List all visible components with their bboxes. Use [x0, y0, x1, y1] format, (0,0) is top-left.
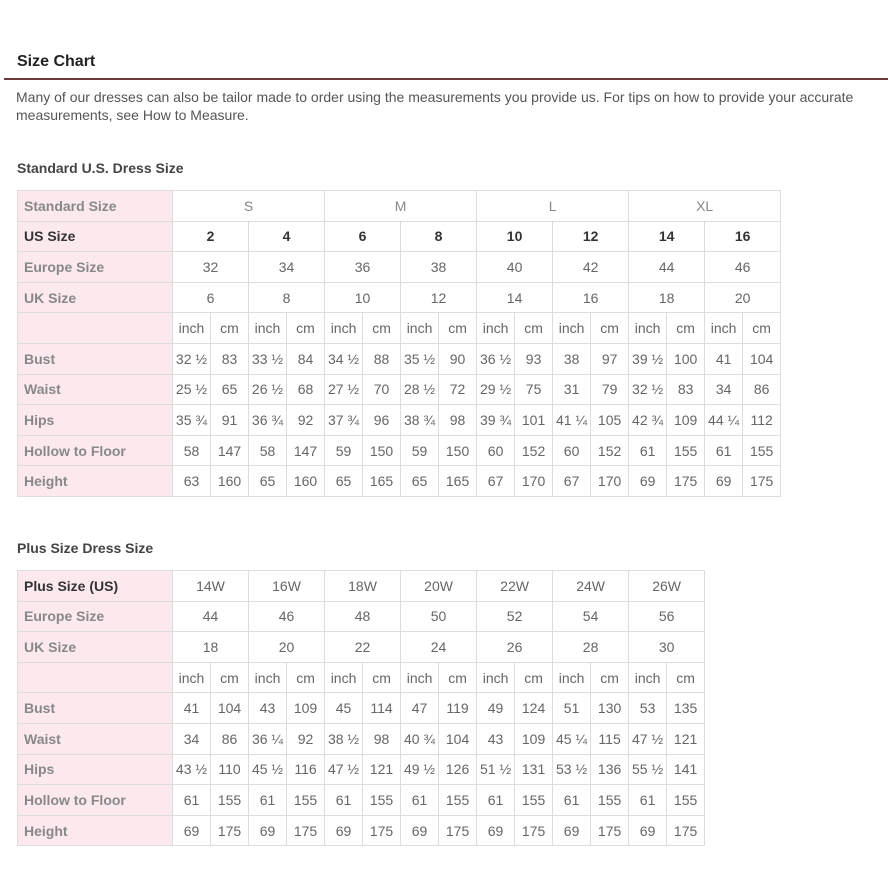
table-cell: 175 [287, 815, 325, 846]
table-cell: 165 [439, 466, 477, 497]
table-cell: 61 [401, 785, 439, 816]
table-cell: 47 [401, 693, 439, 724]
table-cell: 110 [211, 754, 249, 785]
table-cell: 39 ¾ [477, 405, 515, 436]
table-cell: 86 [743, 374, 781, 405]
table-cell: 65 [401, 466, 439, 497]
table-cell: 175 [439, 815, 477, 846]
table-cell: inch [553, 662, 591, 693]
table-cell: 155 [211, 785, 249, 816]
table-cell: 59 [325, 435, 363, 466]
table-cell: 34 [173, 723, 211, 754]
table-row [18, 815, 705, 846]
table-cell: 45 ¼ [553, 723, 591, 754]
header-row [18, 191, 781, 222]
row-label: Hips [18, 754, 173, 785]
row-label: Plus Size (US) [18, 571, 173, 602]
table-cell: inch [249, 662, 287, 693]
table-cell: 68 [287, 374, 325, 405]
table-cell: 83 [667, 374, 705, 405]
table-cell: 26W [629, 571, 705, 602]
table-cell: 150 [363, 435, 401, 466]
table-cell: inch [477, 313, 515, 344]
header-row [18, 252, 781, 283]
table-cell: 155 [439, 785, 477, 816]
table-cell: 126 [439, 754, 477, 785]
table-cell: 35 ¾ [173, 405, 211, 436]
table-cell: 47 ½ [629, 723, 667, 754]
table-cell: inch [249, 313, 287, 344]
table-cell: 100 [667, 343, 705, 374]
table-cell: 2 [173, 221, 249, 252]
table-cell: 109 [667, 405, 705, 436]
table-cell: 10 [477, 221, 553, 252]
table-cell: inch [629, 662, 667, 693]
table-cell: 98 [439, 405, 477, 436]
table-cell: 51 ½ [477, 754, 515, 785]
table-cell: 49 ½ [401, 754, 439, 785]
table-cell: 20 [705, 282, 781, 313]
table-cell: 175 [363, 815, 401, 846]
table-cell: 88 [363, 343, 401, 374]
table-cell: 42 [553, 252, 629, 283]
table-cell: inch [553, 313, 591, 344]
table-cell: 69 [401, 815, 439, 846]
table-cell: 175 [743, 466, 781, 497]
table-cell: 155 [591, 785, 629, 816]
table-cell: inch [325, 313, 363, 344]
table-cell: cm [667, 662, 705, 693]
table-cell: 147 [211, 435, 249, 466]
row-label: UK Size [18, 282, 173, 313]
table-cell: 61 [173, 785, 211, 816]
row-label: Waist [18, 723, 173, 754]
table-cell: cm [363, 662, 401, 693]
table-cell: L [477, 191, 629, 222]
table-cell: S [173, 191, 325, 222]
table-cell: 16W [249, 571, 325, 602]
table-cell: 6 [325, 221, 401, 252]
table-cell: 175 [515, 815, 553, 846]
table-cell: 56 [629, 601, 705, 632]
table-cell: 175 [667, 466, 705, 497]
table-cell: inch [325, 662, 363, 693]
table-cell: 155 [743, 435, 781, 466]
table-cell: 42 ¾ [629, 405, 667, 436]
table-cell: cm [287, 313, 325, 344]
table-cell: cm [287, 662, 325, 693]
table-cell: 175 [211, 815, 249, 846]
table-cell: 39 ½ [629, 343, 667, 374]
table-cell: 10 [325, 282, 401, 313]
table-cell: 55 ½ [629, 754, 667, 785]
table-cell: 61 [629, 435, 667, 466]
table-cell: 34 [249, 252, 325, 283]
table-cell: 104 [743, 343, 781, 374]
table-cell: cm [667, 313, 705, 344]
table-cell: 69 [629, 466, 667, 497]
table-cell: 53 [629, 693, 667, 724]
table-cell: 65 [211, 374, 249, 405]
table-cell: 18 [173, 632, 249, 663]
table-cell: 63 [173, 466, 211, 497]
table-cell: 45 ½ [249, 754, 287, 785]
table-cell: 175 [591, 815, 629, 846]
row-label: Europe Size [18, 601, 173, 632]
row-label: Waist [18, 374, 173, 405]
table-cell: 160 [211, 466, 249, 497]
plus-size-table [17, 570, 705, 846]
table-cell: 65 [249, 466, 287, 497]
table-cell: 155 [667, 785, 705, 816]
table-cell: 124 [515, 693, 553, 724]
table-cell: 46 [705, 252, 781, 283]
table-cell: 61 [477, 785, 515, 816]
header-row [18, 282, 781, 313]
table-cell: 24 [401, 632, 477, 663]
table-cell: 18W [325, 571, 401, 602]
table-cell: 38 ¾ [401, 405, 439, 436]
table-cell: cm [515, 662, 553, 693]
table-cell: 44 [173, 601, 249, 632]
table-cell: cm [439, 662, 477, 693]
row-label: Europe Size [18, 252, 173, 283]
table-cell: 33 ½ [249, 343, 287, 374]
table-row [18, 785, 705, 816]
table-cell: 61 [249, 785, 287, 816]
table-row [18, 754, 705, 785]
table-cell: 6 [173, 282, 249, 313]
table-cell: 116 [287, 754, 325, 785]
table-cell: 16 [553, 282, 629, 313]
table-cell: inch [173, 662, 211, 693]
table-cell: 155 [667, 435, 705, 466]
table-cell: cm [591, 662, 629, 693]
table-cell: 98 [363, 723, 401, 754]
table-cell: 67 [553, 466, 591, 497]
table-row [18, 405, 781, 436]
table-cell: cm [743, 313, 781, 344]
table-cell: 34 ½ [325, 343, 363, 374]
title-divider [4, 78, 888, 80]
table-cell: 65 [325, 466, 363, 497]
row-label: Hollow to Floor [18, 785, 173, 816]
table-cell: 43 [249, 693, 287, 724]
table-row [18, 466, 781, 497]
table-cell: 170 [515, 466, 553, 497]
table-cell: 26 ½ [249, 374, 287, 405]
table-cell: 27 ½ [325, 374, 363, 405]
header-row [18, 601, 705, 632]
table-cell: 86 [211, 723, 249, 754]
table-cell: 69 [629, 815, 667, 846]
table-cell: 70 [363, 374, 401, 405]
table-cell: cm [363, 313, 401, 344]
table-row [18, 723, 705, 754]
table-cell: 36 ¾ [249, 405, 287, 436]
standard-size-heading: Standard U.S. Dress Size [17, 160, 184, 176]
table-cell: inch [401, 313, 439, 344]
table-cell: 38 [401, 252, 477, 283]
table-cell: 160 [287, 466, 325, 497]
table-cell: 150 [439, 435, 477, 466]
row-label: UK Size [18, 632, 173, 663]
row-label [18, 313, 173, 344]
table-cell: 59 [401, 435, 439, 466]
table-cell: 44 [629, 252, 705, 283]
table-cell: 8 [249, 282, 325, 313]
table-cell: cm [591, 313, 629, 344]
table-cell: 114 [363, 693, 401, 724]
table-cell: 119 [439, 693, 477, 724]
table-cell: 35 ½ [401, 343, 439, 374]
table-cell: 44 ¼ [705, 405, 743, 436]
table-cell: 22 [325, 632, 401, 663]
table-cell: inch [629, 313, 667, 344]
table-cell: 91 [211, 405, 249, 436]
table-cell: 4 [249, 221, 325, 252]
table-cell: 92 [287, 723, 325, 754]
table-cell: 14W [173, 571, 249, 602]
table-cell: 47 ½ [325, 754, 363, 785]
table-cell: 54 [553, 601, 629, 632]
table-cell: 93 [515, 343, 553, 374]
table-cell: 69 [249, 815, 287, 846]
table-cell: 34 [705, 374, 743, 405]
table-cell: 22W [477, 571, 553, 602]
row-label: US Size [18, 221, 173, 252]
table-cell: 136 [591, 754, 629, 785]
table-cell: 121 [363, 754, 401, 785]
table-cell: 83 [211, 343, 249, 374]
table-cell: 84 [287, 343, 325, 374]
table-row [18, 693, 705, 724]
plus-size-heading: Plus Size Dress Size [17, 540, 154, 556]
row-label: Bust [18, 693, 173, 724]
table-cell: 38 [553, 343, 591, 374]
table-cell: 165 [363, 466, 401, 497]
table-cell: 92 [287, 405, 325, 436]
table-cell: 155 [287, 785, 325, 816]
table-cell: 67 [477, 466, 515, 497]
header-row [18, 632, 705, 663]
table-cell: 109 [515, 723, 553, 754]
table-cell: inch [173, 313, 211, 344]
table-cell: 41 ¼ [553, 405, 591, 436]
row-label: Height [18, 815, 173, 846]
table-cell: 135 [667, 693, 705, 724]
table-cell: 90 [439, 343, 477, 374]
table-cell: 61 [553, 785, 591, 816]
table-cell: 79 [591, 374, 629, 405]
table-cell: 12 [553, 221, 629, 252]
table-cell: 155 [363, 785, 401, 816]
table-cell: 36 [325, 252, 401, 283]
table-cell: 29 ½ [477, 374, 515, 405]
table-cell: 72 [439, 374, 477, 405]
row-label: Hips [18, 405, 173, 436]
table-cell: 60 [477, 435, 515, 466]
table-cell: 41 [173, 693, 211, 724]
table-cell: 58 [249, 435, 287, 466]
table-cell: 50 [401, 601, 477, 632]
table-cell: 41 [705, 343, 743, 374]
table-cell: cm [439, 313, 477, 344]
table-cell: 104 [439, 723, 477, 754]
table-cell: cm [211, 662, 249, 693]
table-cell: 25 ½ [173, 374, 211, 405]
table-cell: 104 [211, 693, 249, 724]
table-cell: 49 [477, 693, 515, 724]
table-cell: 45 [325, 693, 363, 724]
table-cell: 28 [553, 632, 629, 663]
row-label: Height [18, 466, 173, 497]
table-cell: 43 ½ [173, 754, 211, 785]
table-cell: cm [515, 313, 553, 344]
table-cell: 20 [249, 632, 325, 663]
table-cell: 75 [515, 374, 553, 405]
table-cell: 130 [591, 693, 629, 724]
table-cell: 61 [705, 435, 743, 466]
table-cell: cm [211, 313, 249, 344]
table-cell: 109 [287, 693, 325, 724]
table-cell: 12 [401, 282, 477, 313]
standard-size-table [17, 190, 781, 497]
table-row [18, 374, 781, 405]
table-cell: inch [401, 662, 439, 693]
table-cell: 37 ¾ [325, 405, 363, 436]
table-cell: 61 [629, 785, 667, 816]
table-cell: 69 [325, 815, 363, 846]
table-cell: 121 [667, 723, 705, 754]
table-cell: 170 [591, 466, 629, 497]
table-cell: 69 [173, 815, 211, 846]
table-cell: 69 [705, 466, 743, 497]
table-cell: 141 [667, 754, 705, 785]
table-cell: 53 ½ [553, 754, 591, 785]
header-row [18, 571, 705, 602]
page-title: Size Chart [17, 53, 96, 70]
table-cell: 60 [553, 435, 591, 466]
table-cell: 147 [287, 435, 325, 466]
table-cell: 36 ¼ [249, 723, 287, 754]
table-cell: 32 ½ [173, 343, 211, 374]
table-cell: 131 [515, 754, 553, 785]
table-cell: 18 [629, 282, 705, 313]
table-cell: 14 [629, 221, 705, 252]
table-cell: 112 [743, 405, 781, 436]
table-cell: 52 [477, 601, 553, 632]
table-cell: 48 [325, 601, 401, 632]
header-row [18, 221, 781, 252]
table-cell: 14 [477, 282, 553, 313]
table-cell: 36 ½ [477, 343, 515, 374]
table-cell: 24W [553, 571, 629, 602]
table-cell: 69 [553, 815, 591, 846]
table-cell: 32 [173, 252, 249, 283]
table-cell: 38 ½ [325, 723, 363, 754]
table-cell: 30 [629, 632, 705, 663]
header-row [18, 313, 781, 344]
table-cell: 96 [363, 405, 401, 436]
table-cell: 28 ½ [401, 374, 439, 405]
row-label [18, 662, 173, 693]
table-cell: 40 [477, 252, 553, 283]
table-cell: 16 [705, 221, 781, 252]
table-cell: 20W [401, 571, 477, 602]
table-cell: 26 [477, 632, 553, 663]
table-cell: 43 [477, 723, 515, 754]
table-cell: M [325, 191, 477, 222]
table-cell: 8 [401, 221, 477, 252]
table-cell: 69 [477, 815, 515, 846]
table-cell: inch [477, 662, 515, 693]
row-label: Bust [18, 343, 173, 374]
table-cell: 31 [553, 374, 591, 405]
table-cell: 155 [515, 785, 553, 816]
table-cell: 58 [173, 435, 211, 466]
table-cell: inch [705, 313, 743, 344]
table-cell: 97 [591, 343, 629, 374]
table-cell: 61 [325, 785, 363, 816]
table-row [18, 343, 781, 374]
row-label: Standard Size [18, 191, 173, 222]
table-cell: 46 [249, 601, 325, 632]
table-cell: 101 [515, 405, 553, 436]
table-cell: 115 [591, 723, 629, 754]
table-cell: 152 [591, 435, 629, 466]
intro-text: Many of our dresses can also be tailor made to order using the measurements you provide us. For tips on how to provide your accurate measurements, see How to Measure. [16, 89, 854, 123]
table-cell: 152 [515, 435, 553, 466]
table-cell: 40 ¾ [401, 723, 439, 754]
table-cell: 175 [667, 815, 705, 846]
row-label: Hollow to Floor [18, 435, 173, 466]
table-cell: 51 [553, 693, 591, 724]
table-cell: XL [629, 191, 781, 222]
table-cell: 105 [591, 405, 629, 436]
table-cell: 32 ½ [629, 374, 667, 405]
table-row [18, 435, 781, 466]
header-row [18, 662, 705, 693]
